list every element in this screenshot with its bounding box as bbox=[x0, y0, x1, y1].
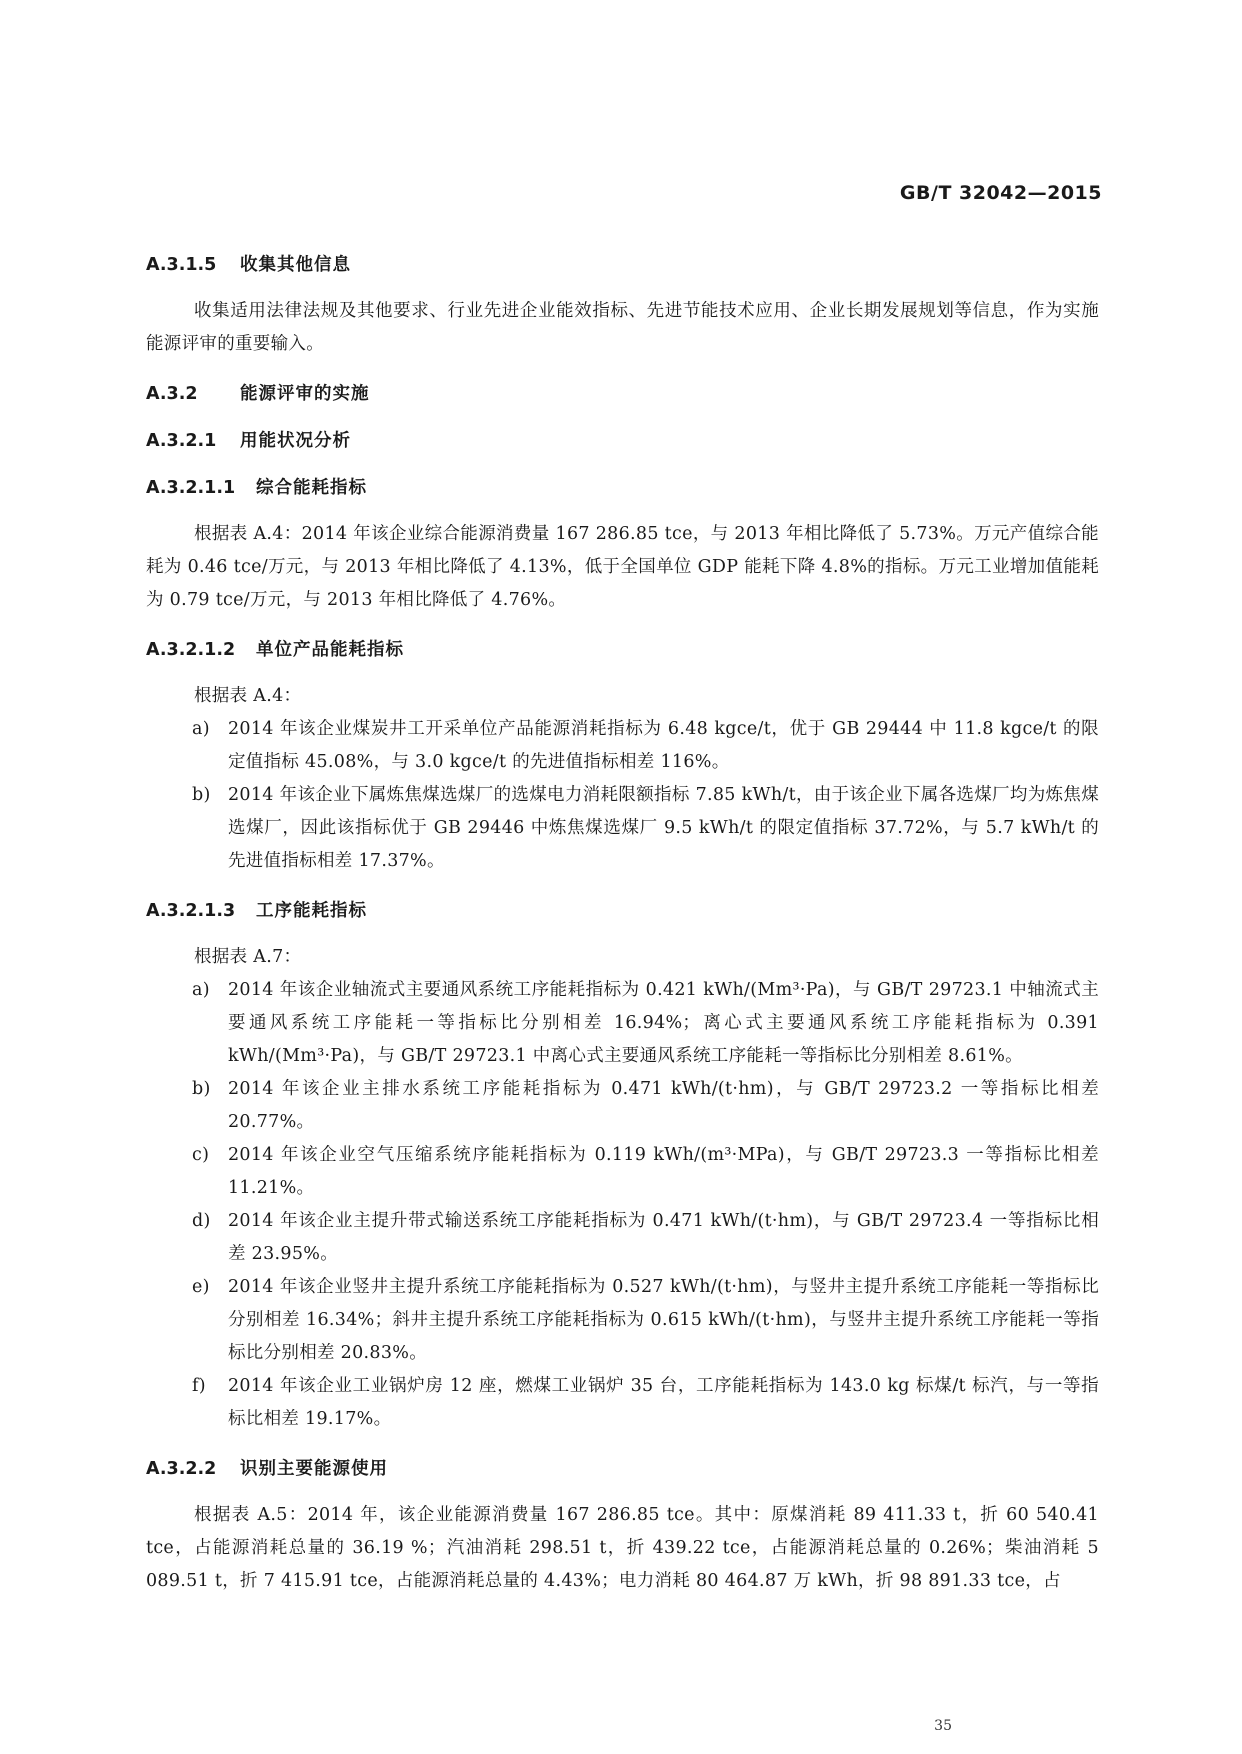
list-lead: 根据表 A.4： bbox=[194, 686, 302, 706]
list-item bbox=[146, 1271, 1099, 1370]
list-item bbox=[146, 1139, 1099, 1205]
list-item-text: 2014 年该企业主提升带式输送系统工序能耗指标为 0.471 kWh/(t·hm)，与 GB/T 29723.4 一等指标比相差 23.95%。 bbox=[228, 1211, 1099, 1264]
page-number: 35 bbox=[934, 1718, 952, 1734]
list-item bbox=[146, 713, 1099, 779]
list-marker: d) bbox=[192, 1211, 211, 1231]
section-heading-a3-2-1-1 bbox=[146, 475, 1099, 502]
indicator-list bbox=[146, 713, 1099, 878]
section-title: 识别主要能源使用 bbox=[240, 1459, 388, 1479]
section-number: A.3.2.1.1 bbox=[146, 478, 236, 498]
list-item-text: 2014 年该企业竖井主提升系统工序能耗指标为 0.527 kWh/(t·hm)，与竖井主提升系统工序能耗一等指标比分别相差 16.34%；斜井主提升系统工序能耗指标为 0.615 kWh/(t·hm)，与竖井主提升系统工序能耗一等指标比分别相差 20.83%。 bbox=[228, 1277, 1099, 1363]
list-item bbox=[146, 1205, 1099, 1271]
list-item-text: 2014 年该企业煤炭井工开采单位产品能源消耗指标为 6.48 kgce/t，优于 GB 29444 中 11.8 kgce/t 的限定值指标 45.08%，与 3.0 kgce/t 的先进值指标相差 116%。 bbox=[228, 719, 1099, 772]
section-heading-a3-2-2 bbox=[146, 1456, 1099, 1483]
list-item-text: 2014 年该企业下属炼焦煤选煤厂的选煤电力消耗限额指标 7.85 kWh/t，由于该企业下属各选煤厂均为炼焦煤选煤厂，因此该指标优于 GB 29446 中炼焦煤选煤厂 9.5 kWh/t 的限定值指标 37.72%，与 5.7 kWh/t 的先进值指标相差 17.37%。 bbox=[228, 785, 1099, 871]
document-body bbox=[146, 252, 1099, 1598]
section-number: A.3.2.1 bbox=[146, 431, 217, 451]
list-item-text: 2014 年该企业主排水系统工序能耗指标为 0.471 kWh/(t·hm)，与 GB/T 29723.2 一等指标比相差 20.77%。 bbox=[228, 1079, 1099, 1132]
list-marker: e) bbox=[192, 1277, 210, 1297]
section-title: 能源评审的实施 bbox=[240, 384, 370, 404]
section-heading-a3-2 bbox=[146, 381, 1099, 408]
section-title: 单位产品能耗指标 bbox=[256, 640, 404, 660]
section-heading-a3-2-1-2 bbox=[146, 637, 1099, 664]
list-item bbox=[146, 1073, 1099, 1139]
section-heading-a3-2-1-3 bbox=[146, 898, 1099, 925]
paragraph: 收集适用法律法规及其他要求、行业先进企业能效指标、先进节能技术应用、企业长期发展规划等信息，作为实施能源评审的重要输入。 bbox=[146, 301, 1099, 354]
list-item bbox=[146, 974, 1099, 1073]
paragraph: 根据表 A.4：2014 年该企业综合能源消费量 167 286.85 tce，与 2013 年相比降低了 5.73%。万元产值综合能耗为 0.46 tce/万元，与 2013 年相比降低了 4.13%，低于全国单位 GDP 能耗下降 4.8%的指标。万元工业增加值能耗为 0.79 tce/万元，与 2013 年相比降低了 4.76%。 bbox=[146, 524, 1099, 610]
section-heading-a3-2-1 bbox=[146, 428, 1099, 455]
standard-number: GB/T 32042—2015 bbox=[899, 182, 1102, 204]
section-number: A.3.2 bbox=[146, 384, 198, 404]
section-number: A.3.2.2 bbox=[146, 1459, 217, 1479]
list-item-text: 2014 年该企业工业锅炉房 12 座，燃煤工业锅炉 35 台，工序能耗指标为 143.0 kg 标煤/t 标汽，与一等指标比相差 19.17%。 bbox=[228, 1376, 1099, 1429]
list-item bbox=[146, 779, 1099, 878]
list-item-text: 2014 年该企业空气压缩系统序能耗指标为 0.119 kWh/(m³·MPa)，与 GB/T 29723.3 一等指标比相差 11.21%。 bbox=[228, 1145, 1099, 1198]
list-marker: c) bbox=[192, 1145, 210, 1165]
section-heading-a3-1-5 bbox=[146, 252, 1099, 279]
list-marker: b) bbox=[192, 1079, 211, 1099]
list-marker: b) bbox=[192, 785, 211, 805]
section-title: 综合能耗指标 bbox=[256, 478, 367, 498]
section-number: A.3.2.1.2 bbox=[146, 640, 236, 660]
list-item-text: 2014 年该企业轴流式主要通风系统工序能耗指标为 0.421 kWh/(Mm³·Pa)，与 GB/T 29723.1 中轴流式主要通风系统工序能耗一等指标比分别相差 16.94%；离心式主要通风系统工序能耗指标为 0.391 kWh/(Mm³·Pa)，与 GB/T 29723.1 中离心式主要通风系统工序能耗一等指标比分别相差 8.61%。 bbox=[228, 980, 1099, 1066]
process-energy-list bbox=[146, 974, 1099, 1436]
section-number: A.3.1.5 bbox=[146, 255, 217, 275]
list-marker: a) bbox=[192, 980, 210, 1000]
section-number: A.3.2.1.3 bbox=[146, 901, 236, 921]
section-title: 用能状况分析 bbox=[240, 431, 351, 451]
section-title: 收集其他信息 bbox=[240, 255, 351, 275]
list-marker: a) bbox=[192, 719, 210, 739]
list-item bbox=[146, 1370, 1099, 1436]
section-title: 工序能耗指标 bbox=[256, 901, 367, 921]
paragraph: 根据表 A.5：2014 年，该企业能源消费量 167 286.85 tce。其中：原煤消耗 89 411.33 t，折 60 540.41 tce，占能源消耗总量的 36.19 %；汽油消耗 298.51 t，折 439.22 tce，占能源消耗总量的 0.26%；柴油消耗 5 089.51 t，折 7 415.91 tce，占能源消耗总量的 4.43%；电力消耗 80 464.87 万 kWh，折 98 891.33 tce，占 bbox=[146, 1505, 1099, 1591]
list-lead: 根据表 A.7： bbox=[194, 947, 302, 967]
list-marker: f) bbox=[192, 1376, 206, 1396]
